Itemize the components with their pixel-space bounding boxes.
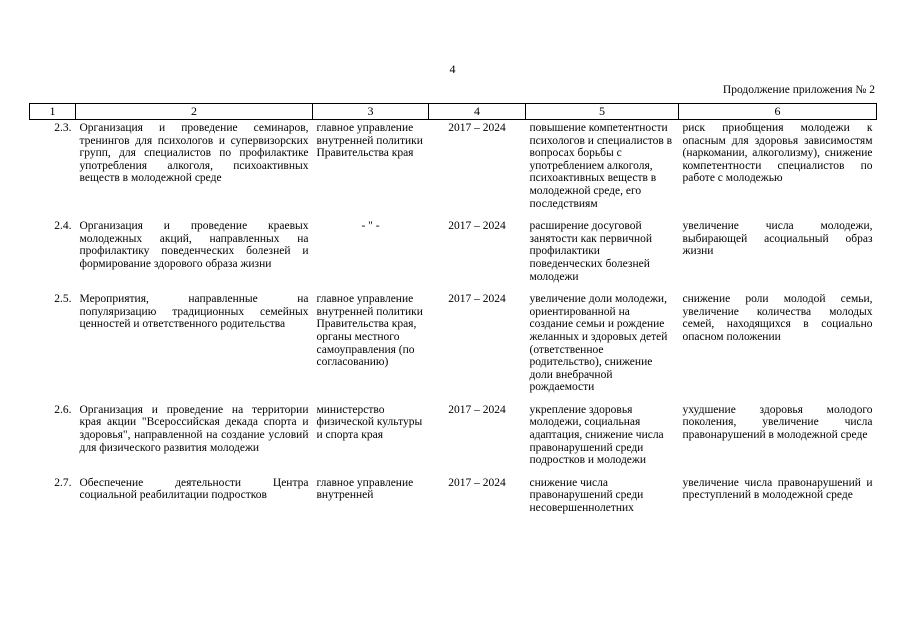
executor: главное управление внутренней [316, 476, 414, 502]
header-col-1: 1 [30, 104, 76, 120]
event-name: Организация и проведение на территории края акции "Всероссийская декада спорта и здоровья", направленной на создание условий для физического развития молодежи [79, 403, 309, 454]
period: 2017 – 2024 [448, 293, 506, 306]
table-row [30, 402, 877, 475]
header-col-3: 3 [313, 104, 429, 120]
header-col-6: 6 [679, 104, 877, 120]
executor: главное управление внутренней политики Правительства края [316, 122, 423, 160]
header-row [30, 104, 877, 120]
table-row [30, 475, 877, 523]
header-col-4: 4 [429, 104, 526, 120]
row-number: 2.6. [54, 403, 72, 416]
expected-result: повышение компетентности психологов и специалистов в вопросах борьбы с употреблением алкоголя, психоактивных веществ в молодежной среде, его последствиям [529, 122, 673, 210]
measures-table [29, 103, 877, 523]
executor: министерство физической культуры и спорта края [316, 403, 423, 442]
risk: снижение роли молодой семьи, увеличение количества молодых семей, находящихся в социально опасном положении [682, 293, 873, 343]
row-number: 2.4. [54, 220, 72, 233]
event-name: Организация и проведение краевых молодежных акций, направленных на профилактику поведенческих болезней и формирование здорового образа жизни [79, 220, 309, 270]
period: 2017 – 2024 [448, 403, 506, 416]
risk: риск приобщения молодежи к опасным для здоровья зависимостям (наркомании, алкоголизму), снижение компетентности специалистов по работе с молодежью [682, 122, 873, 185]
table-row [30, 120, 877, 219]
header-col-2: 2 [76, 104, 313, 120]
event-name: Мероприятия, направленные на популяризацию традиционных семейных ценностей и ответственного родительства [79, 293, 309, 331]
expected-result: снижение числа правонарушений среди несовершеннолетних [529, 476, 644, 515]
continuation-label: Продолжение приложения № 2 [722, 84, 875, 96]
expected-result: расширение досуговой занятости как первичной профилактики поведенческих болезней молодежи [529, 220, 653, 283]
table-row [30, 218, 877, 291]
row-number: 2.3. [54, 122, 72, 134]
period: 2017 – 2024 [448, 476, 506, 489]
expected-result: увеличение доли молодежи, ориентированной на создание семьи и рождение желанных и здоровых детей (ответственное родительство), снижение доли внебрачной рождаемости [529, 293, 668, 394]
risk: ухудшение здоровья молодого поколения, увеличение числа правонарушений в молодежной среде [682, 403, 873, 442]
period: 2017 – 2024 [448, 220, 506, 233]
event-name: Организация и проведение семинаров, тренингов для психологов и супервизорских групп, для специалистов по профилактике употребления алкоголя, психоактивных веществ в молодежной среде [79, 122, 309, 185]
executor: главное управление внутренней политики Правительства края, органы местного самоуправления (по согласованию) [316, 293, 423, 369]
header-col-5: 5 [526, 104, 679, 120]
risk: увеличение числа молодежи, выбирающей асоциальный образ жизни [682, 220, 873, 258]
page-number: 4 [449, 62, 456, 76]
risk: увеличение числа правонарушений и преступлений в молодежной среде [682, 476, 873, 502]
executor: - " - [361, 220, 380, 233]
row-number: 2.5. [54, 293, 72, 306]
expected-result: укрепление здоровья молодежи, социальная адаптация, снижение числа правонарушений среди подростков и молодежи [529, 403, 664, 467]
period: 2017 – 2024 [448, 122, 506, 134]
row-number: 2.7. [54, 476, 72, 489]
table-row [30, 291, 877, 402]
event-name: Обеспечение деятельности Центра социальной реабилитации подростков [79, 476, 309, 502]
